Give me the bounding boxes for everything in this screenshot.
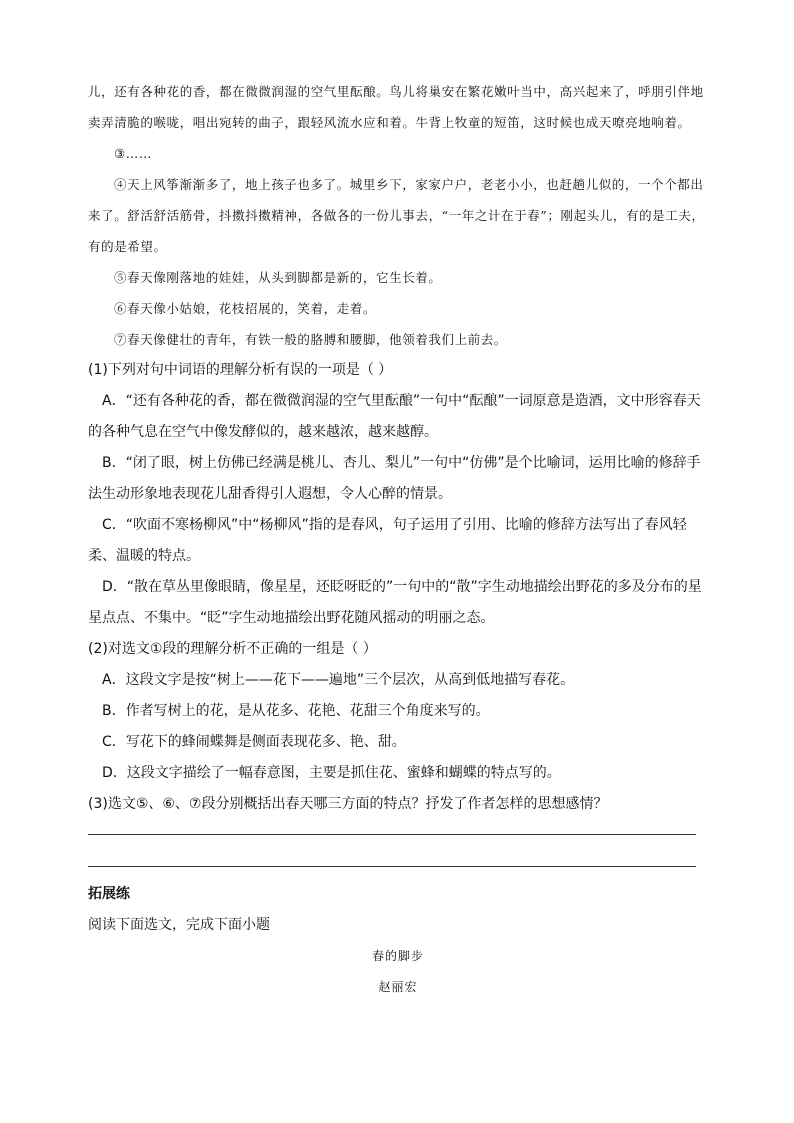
passage-paragraph-7: ⑦春天像健壮的青年，有铁一般的胳膊和腰脚，他领着我们上前去。 [114,332,508,347]
passage-paragraph-continued: 儿，还有各种花的香，都在微微润湿的空气里酝酿。鸟儿将巢安在繁花嫩叶当中，高兴起来了，呼朋引伴地卖弄清脆的喉咙，唱出宛转的曲子，跟轻风流水应和着。牛背上牧童的短笛，这时候也成天嘹亮地响着。 [88,84,704,130]
passage-paragraph-4: ④天上风筝渐渐多了，地上孩子也多了。城里乡下，家家户户，老老小小，也赶趟儿似的，一个个都出来了。舒活舒活筋骨，抖擞抖擞精神，各做各的一份儿事去，“一年之计在于春”；刚起头儿，有的是工夫，有的是希望。 [88,177,705,254]
question-1-option-c: C．“吹面不寒杨柳风”中“杨柳风”指的是春风，句子运用了引用、比喻的修辞方法写出了春风轻柔、温暖的特点。 [88,517,687,564]
passage-paragraph-5: ⑤春天像刚落地的娃娃，从头到脚都是新的，它生长着。 [114,270,442,285]
question-2-option-b: B．作者写树上的花，是从花多、花艳、花甜三个角度来写的。 [102,703,490,719]
article-author: 赵丽宏 [378,980,418,994]
question-1-option-d: D．“散在草丛里像眼睛，像星星，还眨呀眨的”一句中的“散”字生动地描绘出野花的多及分布的星星点点、不集中。“眨”字生动地描绘出野花随风摇动的明丽之态。 [88,579,702,626]
document-page [88,76,708,1003]
question-2-option-a: A．这段文字是按“树上——花下——遍地”三个层次，从高到低地描写春花。 [102,672,575,688]
passage-paragraph-3: ③…… [114,146,153,161]
question-3-stem: (3)选文⑤、⑥、⑦段分别概括出春天哪三方面的特点？抒发了作者怎样的思想感情？ [88,796,608,812]
question-2-stem: (2)对选文①段的理解分析不正确的一组是（ ） [88,641,377,657]
extension-instruction: 阅读下面选文，完成下面小题 [88,917,270,933]
question-2-option-c: C．写花下的蜂闹蝶舞是侧面表现花多、艳、甜。 [102,734,406,750]
article-title: 春的脚步 [371,949,424,963]
extension-section-title: 拓展练 [88,886,130,902]
question-1-option-b: B．“闭了眼，树上仿佛已经满是桃儿、杏儿、梨儿”一句中“仿佛”是个比喻词，运用比喻的修辞手法生动形象地表现花儿甜香得引人遐想，令人心醉的情景。 [88,455,701,502]
question-2-option-d: D．这段文字描绘了一幅春意图，主要是抓住花、蜜蜂和蝴蝶的特点写的。 [102,765,561,781]
passage-paragraph-6: ⑥春天像小姑娘，花枝招展的，笑着，走着。 [114,301,377,316]
question-1-stem: (1)下列对句中词语的理解分析有误的一项是（ ） [88,362,393,378]
answer-line [88,834,696,835]
answer-line [88,866,696,867]
question-1-option-a: A．“还有各种花的香，都在微微润湿的空气里酝酿”一句中“酝酿”一词原意是造酒，文中形容春天的各种气息在空气中像发酵似的，越来越浓，越来越醇。 [88,393,701,440]
